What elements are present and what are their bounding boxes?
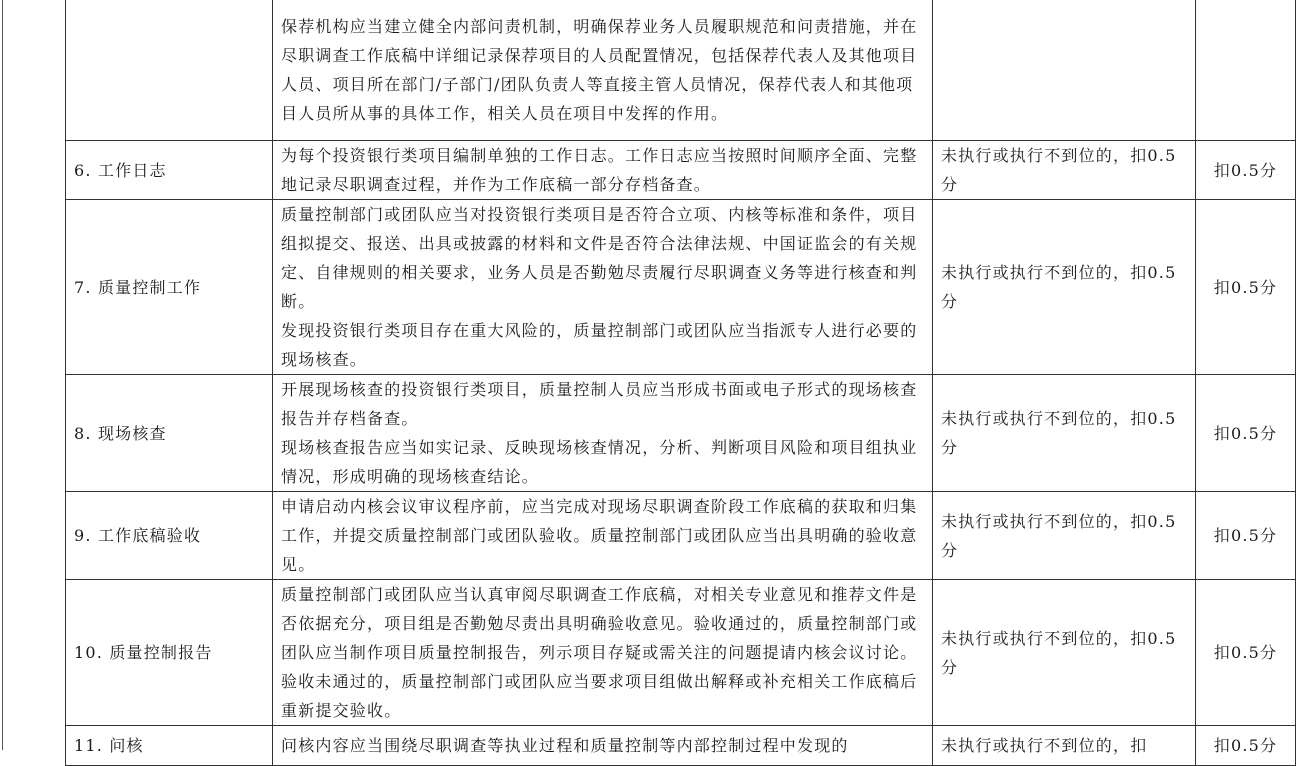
requirement-cell bbox=[273, 726, 933, 766]
table-row bbox=[66, 726, 1296, 766]
requirement-paragraph: 申请启动内核会议审议程序前，应当完成对现场尽职调查阶段工作底稿的获取和归集工作，并提交质量控制部门或团队验收。质量控制部门或团队应当出具明确的验收意见。 bbox=[281, 497, 918, 574]
deduction-cell: 扣0.5分 bbox=[1196, 200, 1296, 375]
requirement-cell bbox=[273, 375, 933, 492]
standard-cell: 未执行或执行不到位的，扣0.5分 bbox=[933, 375, 1196, 492]
standard-cell bbox=[933, 0, 1196, 141]
standard-cell: 未执行或执行不到位的，扣 bbox=[933, 726, 1196, 766]
requirement-paragraph: 保荐机构应当建立健全内部问责机制，明确保荐业务人员履职规范和问责措施，并在尽职调查工作底稿中详细记录保荐项目的人员配置情况，包括保荐代表人及其他项目人员、项目所在部门/子部门/团队负责人等直接主管人员情况，保荐代表人和其他项目人员所从事的具体工作，相关人员在项目中发挥的作用。 bbox=[281, 16, 918, 123]
requirement-paragraph: 为每个投资银行类项目编制单独的工作日志。工作日志应当按照时间顺序全面、完整地记录尽职调查过程，并作为工作底稿一部分存档备查。 bbox=[281, 146, 918, 194]
requirement-cell bbox=[273, 141, 933, 200]
table-row bbox=[66, 492, 1296, 580]
requirement-cell bbox=[273, 580, 933, 726]
requirement-paragraph: 质量控制部门或团队应当对投资银行类项目是否符合立项、内核等标准和条件，项目组拟提交、报送、出具或披露的材料和文件是否符合法律法规、中国证监会的有关规定、自律规则的相关要求，业务人员是否勤勉尽责履行尽职调查义务等进行核查和判断。 bbox=[281, 205, 918, 311]
standard-cell: 未执行或执行不到位的，扣0.5分 bbox=[933, 580, 1196, 726]
table-row bbox=[66, 0, 1296, 141]
requirement-cell bbox=[273, 200, 933, 375]
item-cell bbox=[66, 0, 273, 141]
deduction-cell: 扣0.5分 bbox=[1196, 580, 1296, 726]
deduction-cell: 扣0.5分 bbox=[1196, 375, 1296, 492]
item-cell: 6. 工作日志 bbox=[66, 141, 273, 200]
table-row bbox=[66, 141, 1296, 200]
deduction-cell: 扣0.5分 bbox=[1196, 141, 1296, 200]
item-cell: 10. 质量控制报告 bbox=[66, 580, 273, 726]
deduction-cell bbox=[1196, 0, 1296, 141]
requirement-paragraph: 开展现场核查的投资银行类项目，质量控制人员应当形成书面或电子形式的现场核查报告并存档备查。 bbox=[281, 380, 918, 428]
item-cell: 9. 工作底稿验收 bbox=[66, 492, 273, 580]
table-row bbox=[66, 580, 1296, 726]
deduction-cell: 扣0.5分 bbox=[1196, 492, 1296, 580]
deduction-cell: 扣0.5分 bbox=[1196, 726, 1296, 766]
standard-cell: 未执行或执行不到位的，扣0.5分 bbox=[933, 141, 1196, 200]
standard-cell: 未执行或执行不到位的，扣0.5分 bbox=[933, 200, 1196, 375]
requirement-cell bbox=[273, 492, 933, 580]
standard-cell: 未执行或执行不到位的，扣0.5分 bbox=[933, 492, 1196, 580]
table-row bbox=[66, 375, 1296, 492]
table-row bbox=[66, 200, 1296, 375]
requirement-cell bbox=[273, 0, 933, 141]
requirement-paragraph: 质量控制部门或团队应当认真审阅尽职调查工作底稿，对相关专业意见和推荐文件是否依据充分，项目组是否勤勉尽责出具明确验收意见。验收通过的，质量控制部门或团队应当制作项目质量控制报告，列示项目存疑或需关注的问题提请内核会议讨论。验收未通过的，质量控制部门或团队应当要求项目组做出解释或补充相关工作底稿后重新提交验收。 bbox=[281, 585, 918, 720]
item-cell: 11. 问核 bbox=[66, 726, 273, 766]
item-cell: 7. 质量控制工作 bbox=[66, 200, 273, 375]
requirement-paragraph: 发现投资银行类项目存在重大风险的，质量控制部门或团队应当指派专人进行必要的现场核查。 bbox=[281, 321, 918, 369]
requirement-paragraph: 问核内容应当围绕尽职调查等执业过程和质量控制等内部控制过程中发现的 bbox=[281, 736, 849, 755]
item-cell: 8. 现场核查 bbox=[66, 375, 273, 492]
page-left-border bbox=[2, 0, 3, 750]
requirement-paragraph: 现场核查报告应当如实记录、反映现场核查情况，分析、判断项目风险和项目组执业情况，形成明确的现场核查结论。 bbox=[281, 438, 918, 486]
scoring-table bbox=[65, 0, 1296, 766]
